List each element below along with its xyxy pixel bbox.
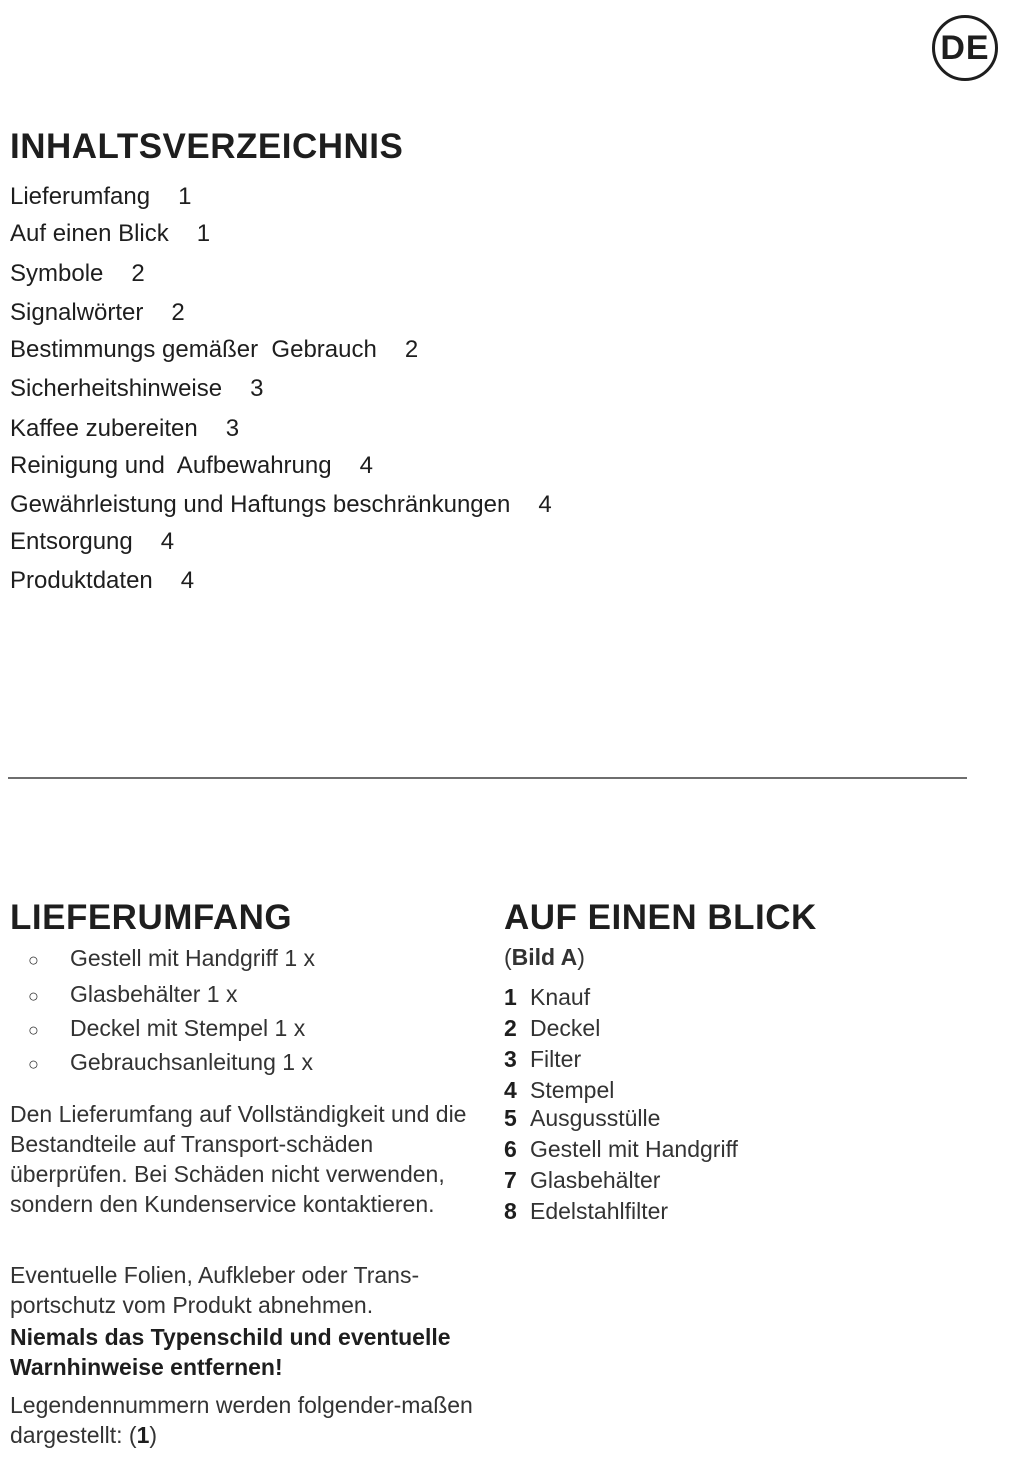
toc-item-page: 3 xyxy=(225,415,240,442)
toc-item-label: Reinigung und Aufbewahrung xyxy=(10,452,332,479)
legend-note-paragraph xyxy=(10,1390,480,1450)
toc-item-page: 1 xyxy=(178,183,192,210)
list-item xyxy=(28,981,237,1008)
figure-ref: Bild A xyxy=(511,944,578,970)
parts-list-number: 3 xyxy=(504,1046,517,1072)
toc-item[interactable] xyxy=(10,220,210,248)
circle-bullet-icon: ○ xyxy=(28,1054,39,1074)
toc-item[interactable] xyxy=(10,491,552,519)
toc-item[interactable] xyxy=(10,183,191,211)
toc-title: INHALTSVERZEICHNIS xyxy=(10,127,404,166)
parts-list-number: 7 xyxy=(504,1167,517,1193)
list-item-label: Gestell mit Handgriff 1 x xyxy=(70,945,316,971)
list-item xyxy=(28,1015,305,1042)
parts-list-number: 1 xyxy=(504,984,517,1010)
parts-list-label: Stempel xyxy=(530,1077,615,1103)
toc-item-page: 4 xyxy=(538,491,552,518)
parts-list-label: Ausgusstülle xyxy=(530,1105,661,1131)
toc-item-label: Signalwörter xyxy=(10,299,144,326)
toc-item[interactable] xyxy=(10,375,263,403)
circle-bullet-icon: ○ xyxy=(28,1020,39,1040)
parts-list-item xyxy=(504,1167,660,1194)
parts-list-item xyxy=(504,1015,600,1042)
parts-list-label: Gestell mit Handgriff xyxy=(530,1136,738,1162)
toc-item[interactable] xyxy=(10,299,185,327)
toc-item-label: Entsorgung xyxy=(10,528,133,555)
toc-item-page: 4 xyxy=(359,452,373,479)
list-item xyxy=(28,1049,313,1076)
legend-note-number: 1 xyxy=(136,1422,150,1448)
toc-item-label: Symbole xyxy=(10,260,104,287)
parts-list-number: 2 xyxy=(504,1015,517,1041)
toc-item-label: Lieferumfang xyxy=(10,183,151,210)
toc-item-page: 2 xyxy=(404,336,419,363)
toc-item-label: Kaffee zubereiten xyxy=(10,415,198,442)
parts-list-label: Deckel xyxy=(530,1015,601,1041)
toc-item-label: Bestimmungs gemäßer Gebrauch xyxy=(10,336,377,363)
parts-list-number: 5 xyxy=(504,1105,517,1131)
toc-item[interactable] xyxy=(10,415,239,443)
figure-reference xyxy=(504,944,585,971)
figure-close: ) xyxy=(577,944,585,970)
circle-bullet-icon: ○ xyxy=(28,986,39,1006)
parts-list-number: 6 xyxy=(504,1136,517,1162)
parts-list-item xyxy=(504,1077,614,1104)
parts-list-item xyxy=(504,1136,738,1163)
toc-item-label: Gewährleistung und Haftungs beschränkungen xyxy=(10,491,511,518)
parts-list-item xyxy=(504,1105,660,1132)
toc-item[interactable] xyxy=(10,567,194,595)
list-item-label: Glasbehälter 1 x xyxy=(70,981,238,1007)
list-item-label: Deckel mit Stempel 1 x xyxy=(70,1015,306,1041)
legend-note-suffix: ) xyxy=(149,1422,158,1448)
packaging-paragraph: Eventuelle Folien, Aufkleber oder Trans-portschutz vom Produkt abnehmen. xyxy=(10,1262,420,1318)
circle-bullet-icon: ○ xyxy=(28,950,39,970)
toc-item[interactable] xyxy=(10,452,373,480)
parts-list-label: Glasbehälter xyxy=(530,1167,661,1193)
toc-item-page: 4 xyxy=(180,567,195,594)
auf-einen-blick-title: AUF EINEN BLICK xyxy=(504,898,817,937)
warning-text: Niemals das Typenschild und eventuelle Warnhinweise entfernen! xyxy=(10,1324,451,1380)
parts-list-number: 4 xyxy=(504,1077,517,1103)
toc-item-page: 3 xyxy=(250,375,264,402)
toc-item-page: 2 xyxy=(131,260,145,287)
toc-item[interactable] xyxy=(10,336,418,364)
parts-list-label: Knauf xyxy=(530,984,591,1010)
toc-item[interactable] xyxy=(10,260,145,288)
parts-list-label: Edelstahlfilter xyxy=(530,1198,669,1224)
toc-item-page: 2 xyxy=(171,299,185,326)
toc-item-label: Auf einen Blick xyxy=(10,220,169,247)
toc-item-label: Produktdaten xyxy=(10,567,153,594)
inspection-paragraph: Den Lieferumfang auf Vollständigkeit und die Bestandteile auf Transport-schäden überprüfen. Bei Schäden nicht verwenden, sondern den Kundenservice kontaktieren. xyxy=(10,1101,467,1217)
toc-item-page: 4 xyxy=(160,528,175,555)
language-badge: DE xyxy=(932,15,998,81)
parts-list-number: 8 xyxy=(504,1198,517,1224)
parts-list-item xyxy=(504,1198,668,1225)
lieferumfang-title: LIEFERUMFANG xyxy=(10,898,293,937)
parts-list-item xyxy=(504,1046,581,1073)
list-item xyxy=(28,945,315,972)
warning-paragraph xyxy=(10,1322,480,1382)
parts-list-item xyxy=(504,984,590,1011)
toc-item-page: 1 xyxy=(196,220,211,247)
figure-open: ( xyxy=(504,944,512,970)
toc-item[interactable] xyxy=(10,528,174,556)
list-item-label: Gebrauchsanleitung 1 x xyxy=(70,1049,313,1075)
section-divider xyxy=(8,777,967,779)
parts-list-label: Filter xyxy=(530,1046,582,1072)
legend-note-text: Legendennummern werden folgender-maßen dargestellt: ( xyxy=(10,1392,473,1448)
toc-item-label: Sicherheitshinweise xyxy=(10,375,223,402)
